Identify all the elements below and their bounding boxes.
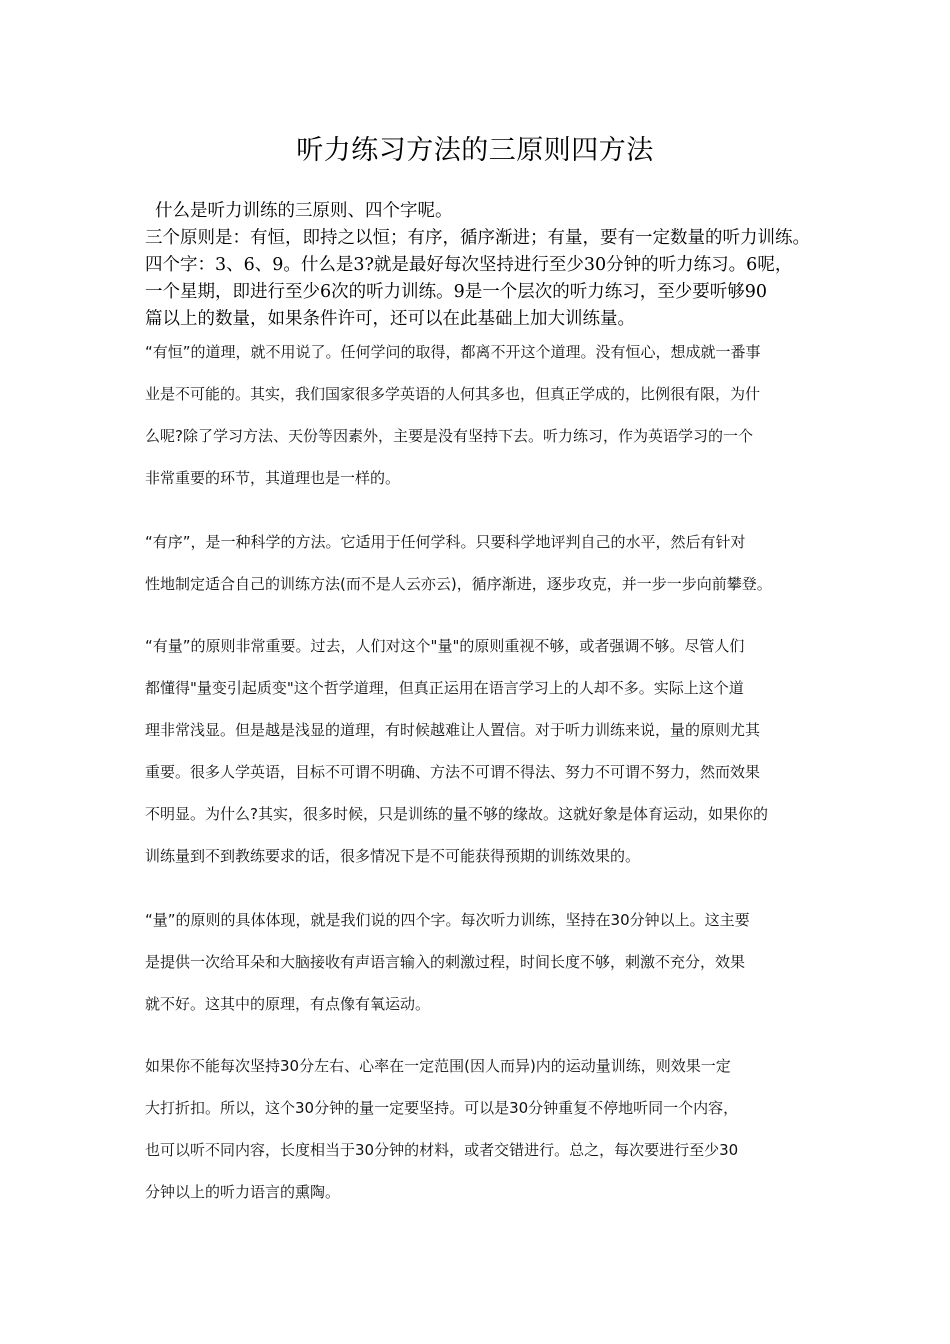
paragraph-line: “有序”，是一种科学的方法。它适用于任何学科。只要科学地评判自己的水平，然后有针对 — [145, 533, 746, 551]
paragraph-line: 业是不可能的。其实，我们国家很多学英语的人何其多也，但真正学成的，比例很有限，为什 — [145, 385, 761, 403]
intro-line: 三个原则是：有恒，即持之以恒；有序，循序渐进；有量，要有一定数量的听力训练。 — [145, 228, 810, 248]
paragraph-line: 大打折扣。所以，这个30分钟的量一定要坚持。可以是30分钟重复不停地听同一个内容， — [145, 1099, 739, 1117]
paragraph-line: 分钟以上的听力语言的熏陶。 — [145, 1183, 341, 1201]
paragraph-line: 非常重要的环节，其道理也是一样的。 — [145, 469, 401, 487]
intro-line: 什么是听力训练的三原则、四个字呢。 — [155, 201, 453, 221]
paragraph-line: 是提供一次给耳朵和大脑接收有声语言输入的刺激过程，时间长度不够，刺激不充分，效果 — [145, 953, 746, 971]
intro-block — [145, 198, 835, 333]
document-title: 听力练习方法的三原则四方法 — [296, 135, 654, 166]
paragraph-line: 不明显。为什么?其实，很多时候，只是训练的量不够的缘故。这就好象是体育运动，如果你的 — [145, 805, 768, 823]
paragraph-line: 都懂得"量变引起质变"这个哲学道理，但真正运用在语言学习上的人却不多。实际上这个道 — [145, 679, 744, 697]
paragraph-line: 性地制定适合自己的训练方法(而不是人云亦云)，循序渐进，逐步攻克，并一步一步向前攀登。 — [145, 575, 772, 593]
intro-line: 一个星期，即进行至少6次的听力训练。9是一个层次的听力练习，至少要听够90 — [145, 282, 768, 302]
paragraph-line: 也可以听不同内容，长度相当于30分钟的材料，或者交错进行。总之，每次要进行至少30 — [145, 1141, 739, 1159]
paragraph-line: 重要。很多人学英语，目标不可谓不明确、方法不可谓不得法、努力不可谓不努力，然而效果 — [145, 763, 761, 781]
paragraph-line: “有恒”的道理，就不用说了。任何学问的取得，都离不开这个道理。没有恒心，想成就一番事 — [145, 343, 761, 361]
paragraph-persistence — [145, 338, 835, 506]
intro-line: 篇以上的数量，如果条件许可，还可以在此基础上加大训练量。 — [145, 309, 635, 329]
paragraph-thirty-minutes — [145, 1052, 835, 1220]
paragraph-quantity-detail — [145, 906, 835, 1032]
paragraph-line: 如果你不能每次坚持30分左右、心率在一定范围(因人而异)内的运动量训练，则效果一定 — [145, 1057, 731, 1075]
paragraph-line: 么呢?除了学习方法、天份等因素外，主要是没有坚持下去。听力练习，作为英语学习的一个 — [145, 427, 753, 445]
paragraph-order — [145, 528, 835, 612]
intro-line: 四个字：3、6、9。什么是3?就是最好每次坚持进行至少30分钟的听力练习。6呢， — [145, 255, 793, 275]
paragraph-quantity — [145, 632, 835, 884]
paragraph-line: 就不好。这其中的原理，有点像有氧运动。 — [145, 995, 431, 1013]
paragraph-line: “有量”的原则非常重要。过去，人们对这个"量"的原则重视不够，或者强调不够。尽管人们 — [145, 637, 745, 655]
paragraph-line: “量”的原则的具体体现，就是我们说的四个字。每次听力训练，坚持在30分钟以上。这主要 — [145, 911, 750, 929]
paragraph-line: 理非常浅显。但是越是浅显的道理，有时候越难让人置信。对于听力训练来说，量的原则尤其 — [145, 721, 761, 739]
paragraph-line: 训练量到不到教练要求的话，很多情况下是不可能获得预期的训练效果的。 — [145, 847, 641, 865]
